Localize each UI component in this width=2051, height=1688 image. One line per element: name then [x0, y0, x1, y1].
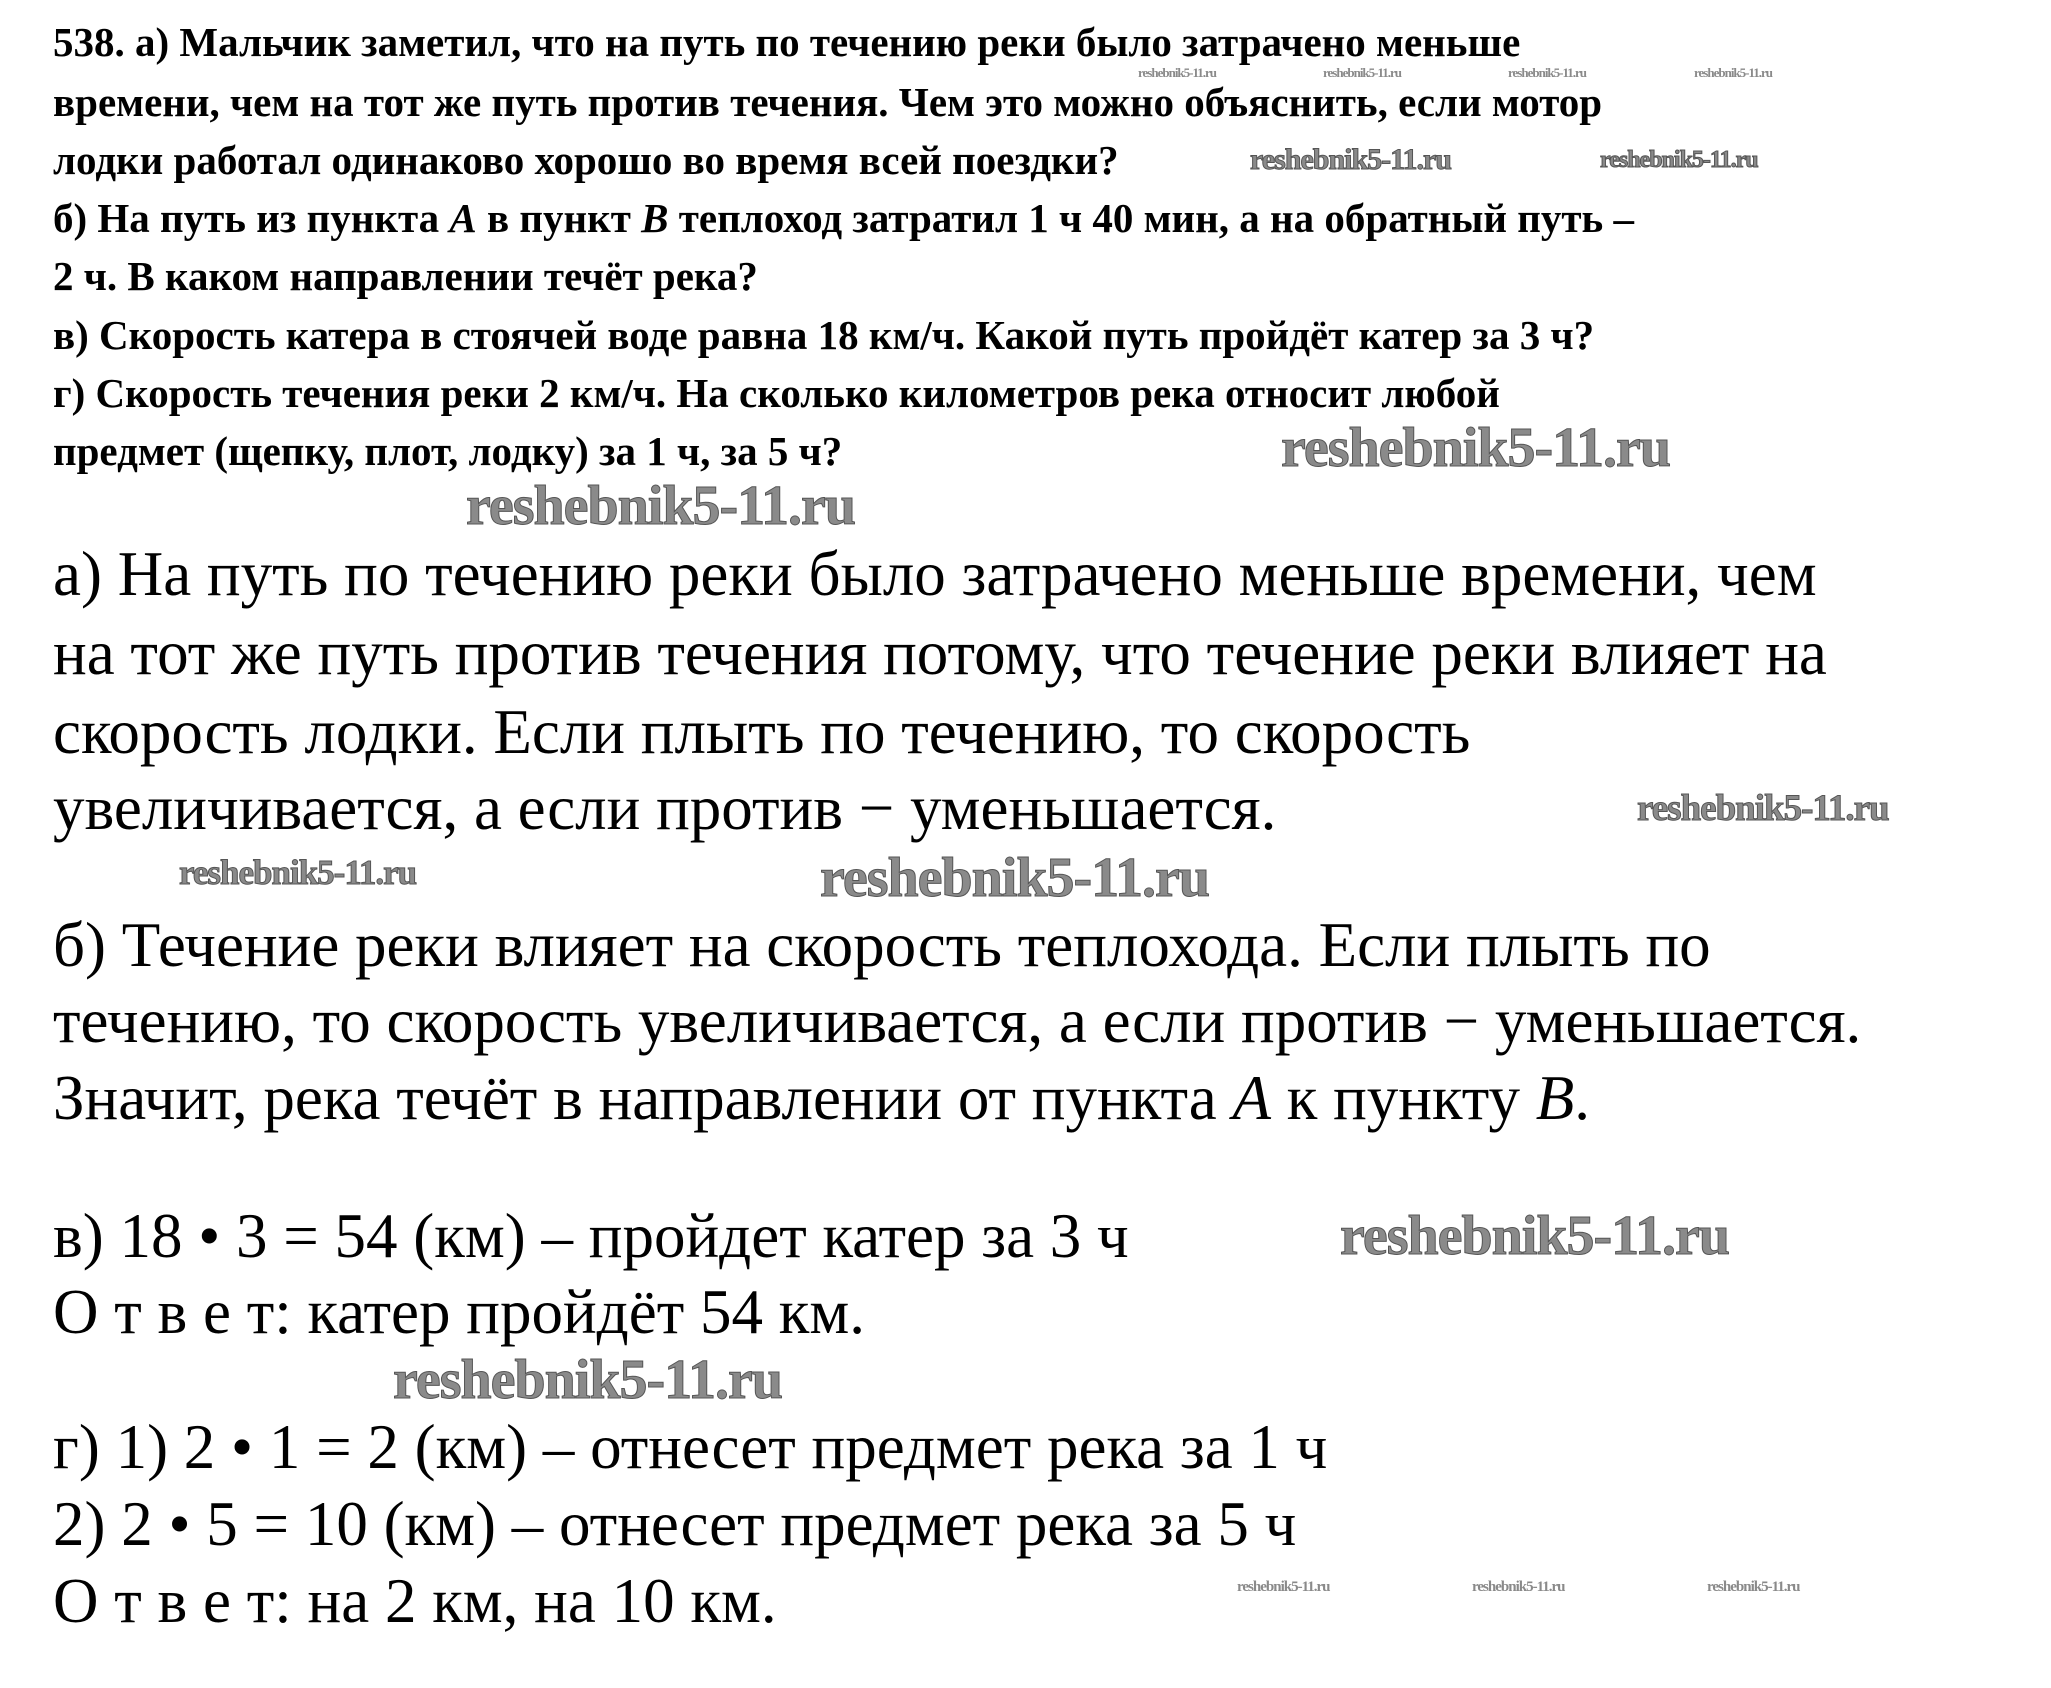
watermark: reshebnik5-11.ru	[1250, 143, 1451, 176]
watermark: reshebnik5-11.ru	[393, 1349, 783, 1411]
problem-line: лодки работал одинаково хорошо во время всей поездки?	[53, 137, 1119, 183]
watermark: reshebnik5-11.ru	[1600, 147, 1758, 173]
text: .	[1574, 1063, 1590, 1133]
point-b: B	[1535, 1063, 1575, 1133]
watermark: reshebnik5-11.ru	[1694, 65, 1773, 80]
point-a: A	[449, 195, 477, 241]
problem-line: времени, чем на тот же путь против течения. Чем это можно объяснить, если мотор	[53, 79, 1603, 125]
problem-line: в) Скорость катера в стоячей воде равна 18 км/ч. Какой путь пройдёт катер за 3 ч?	[53, 312, 1595, 358]
watermark: reshebnik5-11.ru	[1138, 65, 1217, 80]
watermark: reshebnik5-11.ru	[1637, 788, 1889, 829]
watermark: reshebnik5-11.ru	[1323, 65, 1402, 80]
problem-line: 538. а) Мальчик заметил, что на путь по течению реки было затрачено меньше	[53, 19, 1521, 65]
answer-a-line: а) На путь по течению реки было затрачено меньше времени, чем	[53, 539, 1817, 609]
problem-line: г) Скорость течения реки 2 км/ч. На сколько километров река относит любой	[53, 370, 1500, 416]
watermark: reshebnik5-11.ru	[1340, 1205, 1730, 1267]
answer-a-line: скорость лодки. Если плыть по течению, то скорость	[53, 697, 1471, 767]
answer-g-line: г) 1) 2 • 1 = 2 (км) – отнесет предмет река за 1 ч	[53, 1412, 1328, 1482]
watermark: reshebnik5-11.ru	[1508, 65, 1587, 80]
watermark: reshebnik5-11.ru	[1472, 1579, 1565, 1595]
answer-v-line: О т в е т: катер пройдёт 54 км.	[53, 1277, 865, 1347]
watermark: reshebnik5-11.ru	[820, 847, 1210, 909]
watermark: reshebnik5-11.ru	[466, 475, 856, 537]
answer-g-line: 2) 2 • 5 = 10 (км) – отнесет предмет река за 5 ч	[53, 1489, 1297, 1559]
point-b: B	[641, 195, 669, 241]
problem-line: 2 ч. В каком направлении течёт река?	[53, 253, 758, 299]
problem-line: предмет (щепку, плот, лодку) за 1 ч, за 5 ч?	[53, 428, 843, 474]
text: в пункт	[476, 195, 642, 241]
answer-b-line	[53, 1063, 1590, 1133]
answer-v-line: в) 18 • 3 = 54 (км) – пройдет катер за 3 ч	[53, 1201, 1129, 1271]
watermark: reshebnik5-11.ru	[1707, 1579, 1800, 1595]
answer-g-line: О т в е т: на 2 км, на 10 км.	[53, 1566, 777, 1636]
answer-a-line: увеличивается, а если против − уменьшается.	[53, 773, 1277, 843]
text: б) На путь из пункта	[53, 195, 450, 241]
watermark: reshebnik5-11.ru	[1281, 417, 1671, 479]
text: теплоход затратил 1 ч 40 мин, а на обратный путь –	[668, 195, 1634, 241]
answer-b-line: б) Течение реки влияет на скорость теплохода. Если плыть по	[53, 910, 1711, 980]
text: к пункту	[1270, 1063, 1536, 1133]
answer-b-line: течению, то скорость увеличивается, а если против − уменьшается.	[53, 986, 1862, 1056]
text: Значит, река течёт в направлении от пункта	[53, 1063, 1233, 1133]
answer-a-line: на тот же путь против течения потому, что течение реки влияет на	[53, 618, 1827, 688]
watermark: reshebnik5-11.ru	[179, 853, 417, 892]
watermark: reshebnik5-11.ru	[1237, 1579, 1330, 1595]
point-a: A	[1232, 1063, 1271, 1133]
problem-line	[53, 195, 1634, 241]
